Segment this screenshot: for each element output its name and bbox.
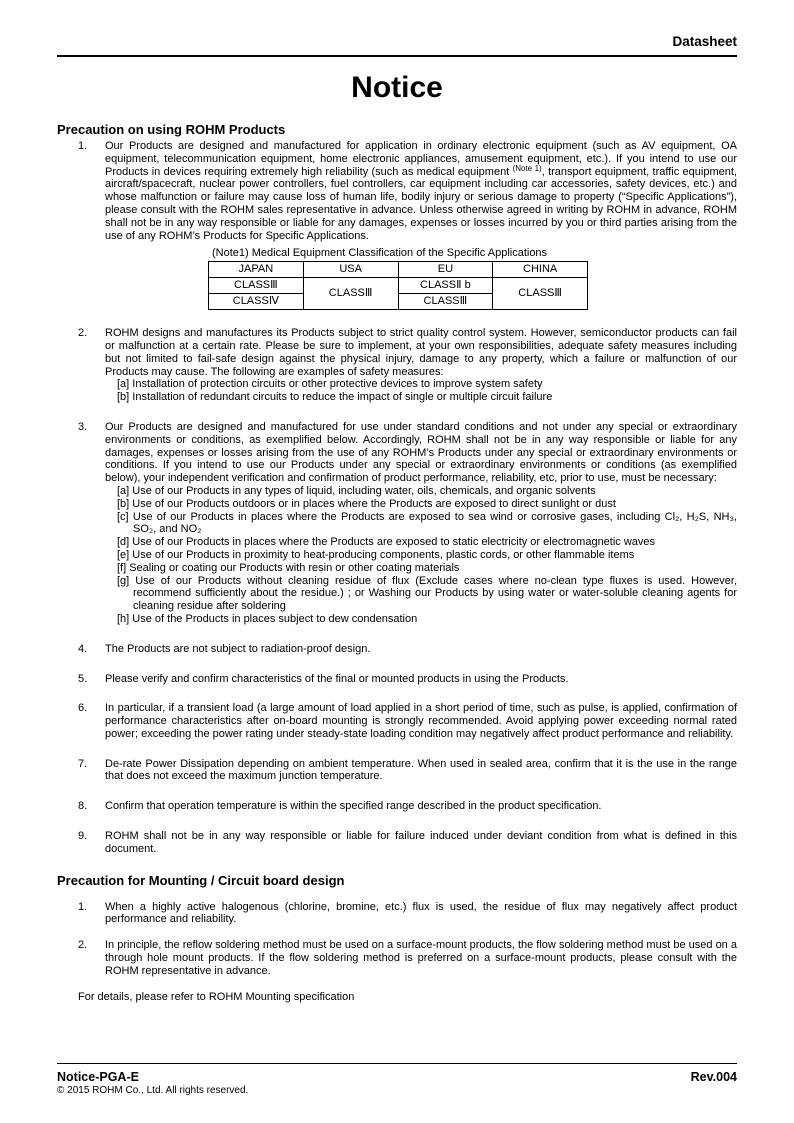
item-number: 4. (78, 642, 88, 655)
table-header-row (209, 262, 588, 278)
item-text: The Products are not subject to radiation-proof design. (105, 642, 371, 655)
footer-row (57, 1070, 737, 1084)
table-cell-japan-1: CLASSⅢ (209, 278, 304, 294)
section-heading: Precaution for Mounting / Circuit board design (57, 872, 345, 888)
item-number: 2. (78, 327, 88, 340)
item-text: De-rate Power Dissipation depending on ambient temperature. When used in sealed area, confirm that it is the use in the range that does not exceed the maximum junction temperature. (105, 757, 737, 783)
sub-item: [b] Installation of redundant circuits to reduce the impact of single or multiple circuit failure (117, 391, 553, 404)
table-cell-eu-2: CLASSⅢ (398, 294, 493, 310)
column-header-usa: USA (303, 262, 398, 278)
note-table (208, 261, 588, 310)
list-item (57, 800, 737, 813)
sub-item: [f] Sealing or coating our Products with resin or other coating materials (117, 561, 460, 574)
section-mounting (57, 873, 737, 1004)
note-table-block (208, 247, 737, 310)
section-using-products (57, 122, 737, 856)
item-number: 2. (78, 939, 88, 952)
list-item (57, 901, 737, 927)
item-text: ROHM shall not be in any way responsible or liable for failure induced under deviant condition from what is defined in this document. (105, 830, 737, 855)
sub-item: [a] Use of our Products in any types of liquid, including water, oils, chemicals, and organic solvents (117, 484, 596, 497)
column-header-japan: JAPAN (209, 262, 304, 278)
column-header-china: CHINA (493, 262, 588, 278)
copyright: © 2015 ROHM Co., Ltd. All rights reserved. (57, 1085, 249, 1096)
table-caption: (Note1) Medical Equipment Classification of the Specific Applications (212, 247, 548, 260)
item-number: 7. (78, 757, 88, 770)
sub-item: [b] Use of our Products outdoors or in places where the Products are exposed to direct sunlight or dust (117, 497, 616, 510)
list-item (57, 673, 737, 686)
list-item (57, 702, 737, 740)
sub-item-list (105, 378, 737, 404)
mounting-note: For details, please refer to ROHM Mounting specification (78, 990, 355, 1003)
sub-item: [a] Installation of protection circuits or other protective devices to improve system safety (117, 378, 543, 391)
revision: Rev.004 (690, 1070, 737, 1084)
item-number: 1. (78, 900, 88, 913)
page-title: Notice (351, 71, 443, 104)
item-number: 8. (78, 800, 88, 813)
datasheet-label: Datasheet (672, 34, 737, 49)
table-cell-china: CLASSⅢ (493, 278, 588, 310)
item-text (105, 421, 737, 626)
item-number: 6. (78, 702, 88, 715)
item-number: 9. (78, 830, 88, 843)
section-heading: Precaution on using ROHM Products (57, 122, 286, 137)
item-text: When a highly active halogenous (chlorine, bromine, etc.) flux is used, the residue of flux may negatively affect product performance and reliability. (105, 900, 737, 926)
table-cell-eu-1: CLASSⅡ b (398, 278, 493, 294)
list-item (57, 327, 737, 404)
list-item (57, 140, 737, 242)
list-item (57, 643, 737, 656)
item-text-after-note: , transport equipment, traffic equipment, aircraft/spacecraft, nuclear power controllers, fuel controllers, car equipment including car accessories, safety devices, etc.) and whose malfunction or failure may cause loss of human life, bodily injury or serious damage to property (“Specific Applications”), please consult with the ROHM sales representative in advance. Unless otherwise agreed in writing by ROHM in advance, ROHM shall not be in any way responsible or liable for any damages, expenses or losses incurred by you or third parties arising from the use of any ROHM’s Products for Specific Applications. (105, 165, 737, 242)
item-number: 5. (78, 672, 88, 685)
item-text: Confirm that operation temperature is within the specified range described in the product specification. (105, 800, 602, 813)
list-item (57, 421, 737, 626)
sub-item: [h] Use of the Products in places subject to dew condensation (117, 612, 418, 625)
table-cell-japan-2: CLASSⅣ (209, 294, 304, 310)
column-header-eu: EU (398, 262, 493, 278)
table-cell-usa: CLASSⅢ (303, 278, 398, 310)
sub-item: [d] Use of our Products in places where the Products are exposed to static electricity or electromagnetic waves (117, 536, 656, 549)
item-text (105, 327, 737, 404)
page-header (57, 34, 737, 57)
sub-item-list (105, 485, 737, 626)
item-text: Please verify and confirm characteristics of the final or mounted products in using the Products. (105, 672, 569, 685)
sub-item: [g] Use of our Products without cleaning residue of flux (Exclude cases where no-clean type fluxes is used. However, recommend sufficiently about the residue.) ; or Washing our Products by using water or water-soluble cleaning agents for cleaning residue after soldering (117, 574, 737, 613)
footer-rule (57, 1063, 737, 1064)
sub-item: [e] Use of our Products in proximity to heat-producing components, plastic cords, or other flammable items (117, 548, 635, 561)
item-text-main: ROHM designs and manufactures its Products subject to strict quality control system. However, semiconductor products can fail or malfunction at a certain rate. Please be sure to implement, at your own responsibilities, adequate safety measures including but not limited to fail-safe design against the physical injury, damage to any property, which a failure or malfunction of our Products may cause. The following are examples of safety measures: (105, 327, 737, 378)
item-text: In particular, if a transient load (a large amount of load applied in a short period of time, such as pulse, is applied, confirmation of performance characteristics after on-board mounting is strongly recommended. Avoid applying power exceeding normal rated power; exceeding the power rating under steady-state loading condition may negatively affect product performance and reliability. (105, 702, 737, 740)
note-reference: (Note 1) (512, 163, 542, 173)
item-text: In principle, the reflow soldering method must be used on a surface-mount products, the flow soldering method must be used on a through hole mount products. If the flow soldering method is preferred on a surface-mount products, please consult with the ROHM representative in advance. (105, 939, 737, 977)
doc-id: Notice-PGA-E (57, 1070, 139, 1084)
item-number: 1. (78, 140, 88, 152)
sub-item: [c] Use of our Products in places where the Products are exposed to sea wind or corrosive gases, including Cl₂, H₂S, NH₃, SO₂, and NO₂ (117, 510, 737, 536)
item-text (105, 140, 737, 242)
list-item (57, 939, 737, 977)
item-text-main: Our Products are designed and manufactured for use under standard conditions and not under any special or extraordinary environments or conditions, as exemplified below. Accordingly, ROHM shall not be in any way responsible or liable for any damages, expenses or losses arising from the use of any ROHM’s Products under any special or extraordinary environments or conditions. If you intend to use our Products under any special or extraordinary environments or conditions (as exemplified below), your independent verification and confirmation of product performance, reliability, etc, prior to use, must be necessary: (105, 420, 737, 485)
item-text-before-note: Our Products are designed and manufactured for application in ordinary electronic equipment (such as AV equipment, OA equipment, telecommunication equipment, home electronic appliances, amusement equipment, etc.). If you intend to use our Products in devices requiring extremely high reliability (such as medical equipment (105, 140, 737, 178)
list-item (57, 830, 737, 856)
item-number: 3. (78, 420, 88, 433)
table-row (209, 278, 588, 294)
list-item (57, 758, 737, 784)
page-footer (57, 1063, 737, 1097)
